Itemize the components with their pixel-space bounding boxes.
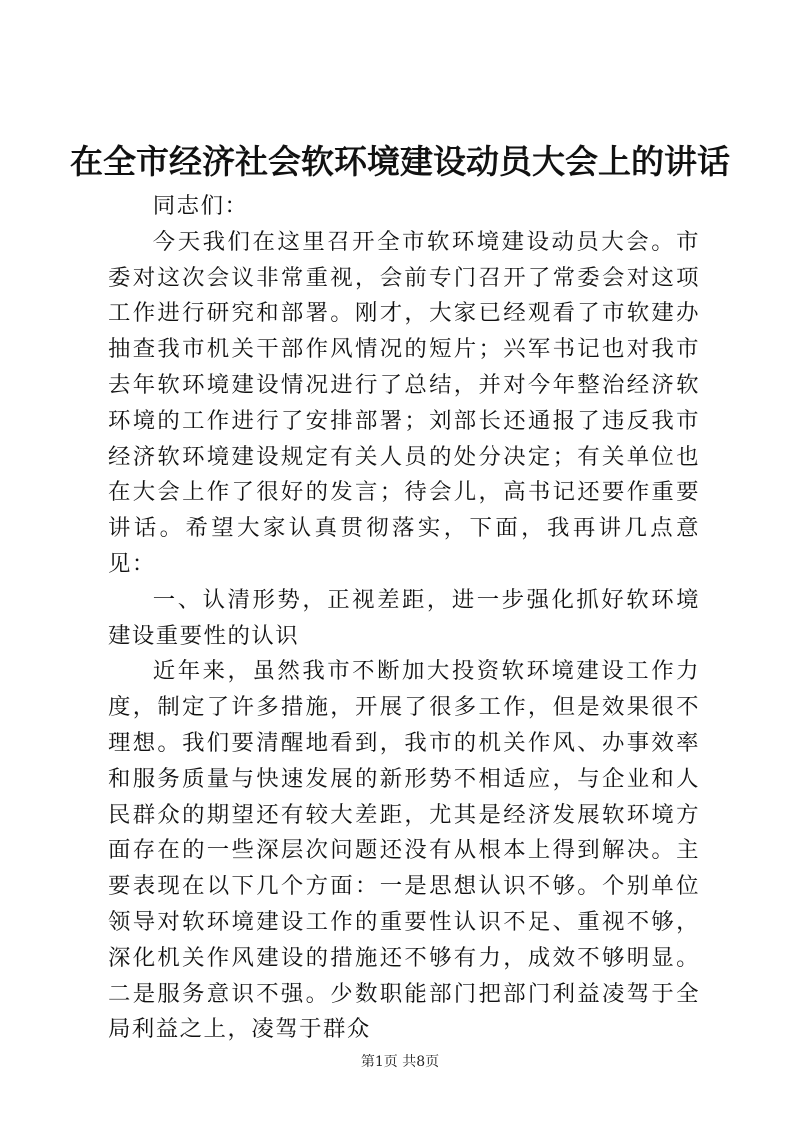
section-heading-1: 一、认清形势，正视差距，进一步强化抓好软环境建设重要性的认识	[108, 586, 700, 649]
body-paragraph: 近年来，虽然我市不断加大投资软环境建设工作力度，制定了许多措施，开展了很多工作，但是效果很不理想。我们要清醒地看到，我市的机关作风、办事效率和服务质量与快速发展的新形势不相适应，与企业和人民群众的期望还有较大差距，尤其是经济发展软环境方面存在的一些深层次问题还没有从根本上得到解决。主要表现在以下几个方面：一是思想认识不够。个别单位领导对软环境建设工作的重要性认识不足、重视不够，深化机关作风建设的措施还不够有力，成效不够明显。二是服务意识不强。少数职能部门把部门利益凌驾于全局利益之上，凌驾于群众	[108, 658, 700, 1043]
document-body	[108, 189, 700, 1048]
document-title: 在全市经济社会软环境建设动员大会上的讲话	[70, 142, 730, 181]
opening-paragraph: 今天我们在这里召开全市软环境建设动员大会。市委对这次会议非常重视，会前专门召开了常委会对这项工作进行研究和部署。刚才，大家已经观看了市软建办抽查我市机关干部作风情况的短片；兴军书记也对我市去年软环境建设情况进行了总结，并对今年整治经济软环境的工作进行了安排部署；刘部长还通报了违反我市经济软环境建设规定有关人员的处分决定；有关单位也在大会上作了很好的发言；待会儿，高书记还要作重要讲话。希望大家认真贯彻落实，下面，我再讲几点意见：	[108, 228, 700, 577]
page-number-footer: 第1页 共8页	[360, 1054, 440, 1070]
salutation-paragraph: 同志们：	[152, 193, 249, 219]
